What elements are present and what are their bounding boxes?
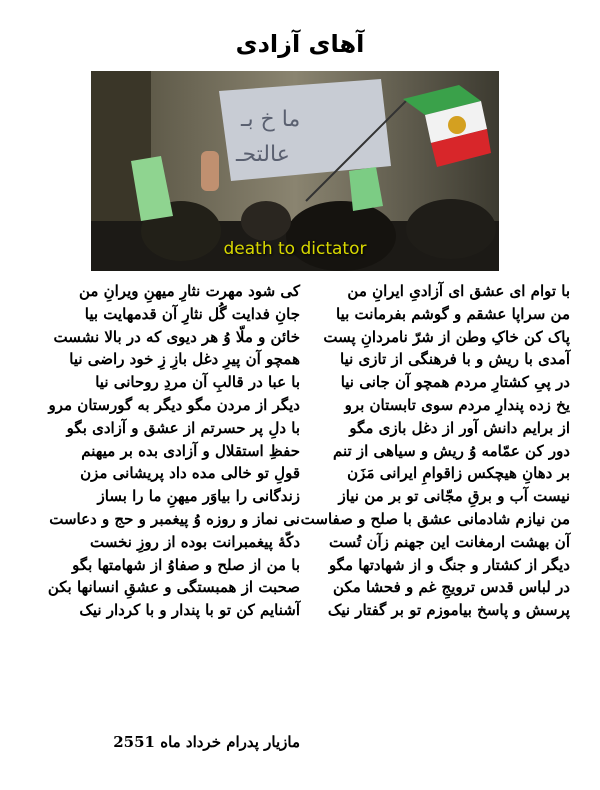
poem-line: دور کن عمّامه وُ ریش و سیاهی از تنم — [333, 441, 570, 460]
poem-line: آشنایم کن تو با پندار و با کردار نیک — [79, 601, 300, 620]
poem-line: آن بهشت ارمغانت این جهنم زآن تُست — [328, 532, 570, 551]
photo-caption: death to dictator — [223, 239, 367, 259]
poem-title: آهای آزادی — [235, 30, 365, 58]
protest-photo — [91, 71, 499, 271]
poem-line: با من از صلح و صفاوُ از شهامتها بگو — [72, 555, 300, 574]
poem-line: با عبا در قالبِ آن مردِ روحانی نیا — [95, 373, 300, 392]
poem-line: کی شود مهرت نثارِ میهنِ ویرانِ من — [78, 282, 300, 300]
poem-line: دکّهٔ پیغمبرانت بوده از روزِ نخست — [89, 532, 300, 551]
poem-line: در پیِ کشتارِ مردم همچو آن جانی نیا — [340, 373, 570, 392]
poem-line: از برایم دانش آور از دغل بازی مگو — [349, 418, 570, 437]
svg-text:عالتحـ: عالتحـ — [236, 142, 290, 167]
poem-line: زندگانی را بیاوَر میهنِ ما را بساز — [97, 487, 300, 506]
poem-line: صحبت از همبستگی و عشقِ انسانها بکن — [47, 578, 300, 597]
poem-line: همچو آن پیرِ دغل بازِ زِ خود راضی نیا — [69, 350, 300, 369]
poem-line: من سراپا عشقم و گوشم بفرمانت بیا — [336, 304, 570, 323]
poem-line: پاک کن خاکِ وطن از شرّ نامردانِ پست — [323, 327, 570, 346]
poem-column-left — [30, 280, 300, 622]
author-signature: مازیار پدرام خرداد ماه 2551 — [113, 733, 300, 751]
poem-line: قولِ تو خالی مده داد پریشانی مزن — [80, 464, 300, 483]
poem-line: دیگر از مردن مگو دیگر به گورستان مرو — [48, 395, 300, 414]
poem-line: با توام ای عشق ای آزادیِ ایرانِ من — [347, 282, 570, 300]
poem-line: آمدی با ریش و با فرهنگی از تازی نیا — [340, 350, 570, 369]
poem-line: خائن و ملّا وُ هر دیوی که در بالا نشست — [53, 327, 300, 346]
poem-line: نیست آب و برقِ مجّانی تو بر من نیاز — [338, 487, 570, 506]
poem-line: من نیازم شادمانی عشق با صلح و صفاست — [300, 509, 570, 528]
poem-line: بر دهانِ هیچکس زاقوامِ ایرانی مَزَن — [347, 464, 570, 483]
poem-line: حفظِ استقلال و آزادی بده بر میهنم — [81, 441, 300, 460]
poem-column-right — [300, 280, 570, 622]
poem-line: دیگر از کشتار و جنگ و از شهادتها مگو — [328, 555, 570, 574]
poem-line: جانِ فدایت گُل نثارِ آن قدمهایت بیا — [84, 304, 300, 323]
svg-text:ما خ بـ: ما خ بـ — [241, 107, 301, 132]
poem-line: با دلِ پر حسرتم از عشق و آزادی بگو — [66, 418, 300, 437]
poem-line: پرسش و پاسخ بیاموزم تو بر گفتار نیک — [327, 601, 570, 620]
poem-line: در لباس قدس ترویجِ غم و فحشا مکن — [333, 578, 570, 597]
poem-line: نی نماز و روزه وُ پیغمبر و حج و دعاست — [49, 509, 300, 528]
poem-line: یخ زده پندارِ مردم سوی تابستان برو — [344, 395, 570, 414]
